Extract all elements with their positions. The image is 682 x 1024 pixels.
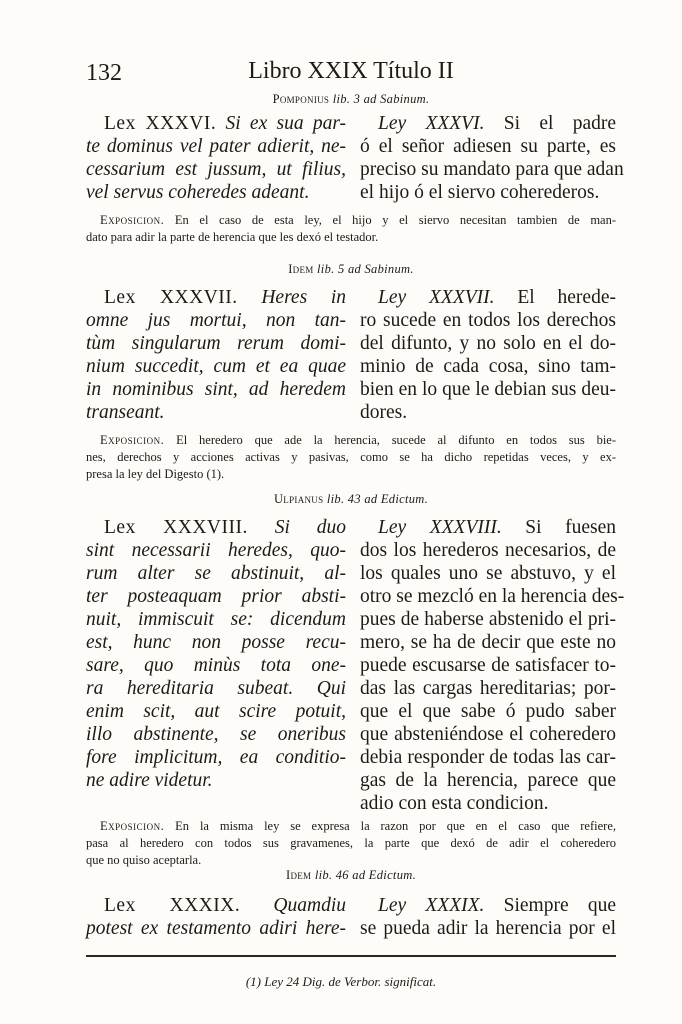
source-work: lib. 46 ad Edictum. xyxy=(314,868,416,882)
spanish-text xyxy=(360,894,616,940)
exposition-line: presa la ley del Digesto (1). xyxy=(86,467,225,481)
ley-heading: Ley XXXIX. xyxy=(378,895,485,916)
spanish-line: Siempre que xyxy=(503,895,617,916)
latin-line: ter posteaquam prior absti- xyxy=(86,586,346,607)
source-author: Idem xyxy=(288,262,314,276)
exposition-line: En el caso de esta ley, el hijo y el siervo necesitan tambien de man- xyxy=(174,213,617,227)
page-header xyxy=(86,58,616,90)
spanish-line: Si el padre xyxy=(503,113,616,134)
source-citation xyxy=(86,492,616,507)
spanish-line: gas de la herencia, parece que xyxy=(360,770,616,791)
exposition xyxy=(86,818,616,869)
spanish-line: del difunto, y no solo en el do- xyxy=(360,333,616,354)
spanish-line: que el que sabe ó pudo saber xyxy=(360,701,616,722)
latin-line: enim scit, aut scire potuit, xyxy=(86,701,346,722)
spanish-line: dos los herederos necesarios, de xyxy=(360,540,616,561)
exposition-label: Exposicion. xyxy=(100,213,165,227)
exposition xyxy=(86,212,616,246)
lex-heading: Lex XXXVIII. xyxy=(104,517,248,538)
exposition-label: Exposicion. xyxy=(100,819,165,833)
spanish-line: ó el señor adiesen su parte, es xyxy=(360,136,616,157)
latin-line: Si ex sua par- xyxy=(225,113,347,134)
latin-line: nium succedit, cum et ea quae xyxy=(86,356,346,377)
source-author: Idem xyxy=(286,868,312,882)
exposition-line: El heredero que ade la herencia, sucede al difunto en todos sus bie- xyxy=(176,433,617,447)
spanish-text xyxy=(360,516,625,815)
latin-line: ne adire videtur. xyxy=(86,770,213,791)
latin-line: Heres in xyxy=(261,287,346,308)
spanish-line: puede escusarse de satisfacer to- xyxy=(360,655,616,676)
ley-heading: Ley XXXVI. xyxy=(378,113,485,134)
spanish-text xyxy=(360,286,616,424)
latin-line: Si duo xyxy=(274,517,346,538)
exposition-line: pasa al heredero con todos sus gravamenes, la parte que dexó de adir el coheredero xyxy=(86,836,616,850)
spanish-line: mero, se ha de decir que este no xyxy=(360,632,616,653)
latin-text xyxy=(86,894,346,940)
latin-line: vel servus coheredes adeant. xyxy=(86,182,310,203)
latin-line: in nominibus sint, ad heredem xyxy=(86,379,346,400)
latin-text xyxy=(86,286,346,424)
latin-line: sare, quo minùs tota one- xyxy=(86,655,346,676)
spanish-line: El herede- xyxy=(517,287,616,308)
exposition-line: que no quiso aceptarla. xyxy=(86,853,202,867)
source-work: lib. 43 ad Edictum. xyxy=(326,492,429,506)
spanish-line: los quales uno se abstuvo, y el xyxy=(360,563,616,584)
spanish-line: se pueda adir la herencia por el xyxy=(360,918,616,939)
source-work: lib. 3 ad Sabinum. xyxy=(332,92,430,106)
lex-heading: Lex XXXIX. xyxy=(104,895,241,916)
spanish-line: das las cargas hereditarias; por- xyxy=(360,678,616,699)
ley-heading: Ley XXXVIII. xyxy=(378,517,502,538)
source-citation xyxy=(86,92,616,107)
latin-line: Quamdiu xyxy=(273,895,347,916)
latin-line: nuit, immiscuit se: dicendum xyxy=(86,609,346,630)
latin-line: transeant. xyxy=(86,402,165,423)
spanish-line: dores. xyxy=(360,402,408,423)
spanish-line: el hijo ó el siervo coherederos. xyxy=(360,182,600,203)
spanish-line: que absteniéndose el coheredero xyxy=(360,724,616,745)
source-author: Pomponius xyxy=(272,92,330,106)
lex-heading: Lex XXXVI. xyxy=(104,113,217,134)
latin-line: tùm singularum rerum domi- xyxy=(86,333,346,354)
spanish-line: adio con esta condicion. xyxy=(360,793,549,814)
latin-line: omne jus mortui, non tan- xyxy=(86,310,346,331)
latin-text xyxy=(86,516,346,792)
spanish-line: bien en lo que le debian sus deu- xyxy=(360,379,616,400)
source-work: lib. 5 ad Sabinum. xyxy=(317,262,414,276)
spanish-line: preciso su mandato para que adan xyxy=(360,159,624,180)
source-author: Ulpianus xyxy=(273,492,324,506)
latin-line: rum alter se abstinuit, al- xyxy=(86,563,346,584)
latin-line: cessarium est jussum, ut filius, xyxy=(86,159,346,180)
exposition xyxy=(86,432,616,483)
exposition-line: En la misma ley se expresa la razon por que en el caso que refiere, xyxy=(175,819,616,833)
exposition-line: nes, derechos y acciones activas y pasivas, como se ha dicho repetidas veces, y ex- xyxy=(86,450,616,464)
footnote-rule xyxy=(86,955,616,957)
lex-heading: Lex XXXVII. xyxy=(104,287,238,308)
exposition-label: Exposicion. xyxy=(100,433,165,447)
spanish-line: pues de haberse abstenido el pri- xyxy=(360,609,616,630)
spanish-line: ro sucede en todos los derechos xyxy=(360,310,616,331)
spanish-line: Si fuesen xyxy=(525,517,616,538)
running-title: Libro XXIX Título II xyxy=(248,58,454,84)
latin-line: sint necessarii heredes, quo- xyxy=(86,540,346,561)
footnote: (1) Ley 24 Dig. de Verbor. significat. xyxy=(245,974,437,989)
latin-line: illo abstinente, se oneribus xyxy=(86,724,346,745)
latin-line: te dominus vel pater adierit, ne- xyxy=(86,136,346,157)
latin-text xyxy=(86,112,346,204)
source-citation xyxy=(86,262,616,277)
source-citation xyxy=(86,868,616,883)
spanish-line: debia responder de todas las car- xyxy=(360,747,616,768)
spanish-line: otro se mezcló en la herencia des- xyxy=(360,586,625,607)
ley-heading: Ley XXXVII. xyxy=(378,287,495,308)
latin-line: est, hunc non posse recu- xyxy=(86,632,346,653)
page-number: 132 xyxy=(86,60,122,86)
exposition-line: dato para adir la parte de herencia que les dexó el testador. xyxy=(86,230,379,244)
spanish-text xyxy=(360,112,624,204)
latin-line: fore implicitum, ea conditio- xyxy=(86,747,346,768)
spanish-line: minio de cada cosa, sino tam- xyxy=(360,356,616,377)
latin-line: potest ex testamento adiri here- xyxy=(86,918,346,939)
latin-line: ra hereditaria subeat. Qui xyxy=(86,678,346,699)
